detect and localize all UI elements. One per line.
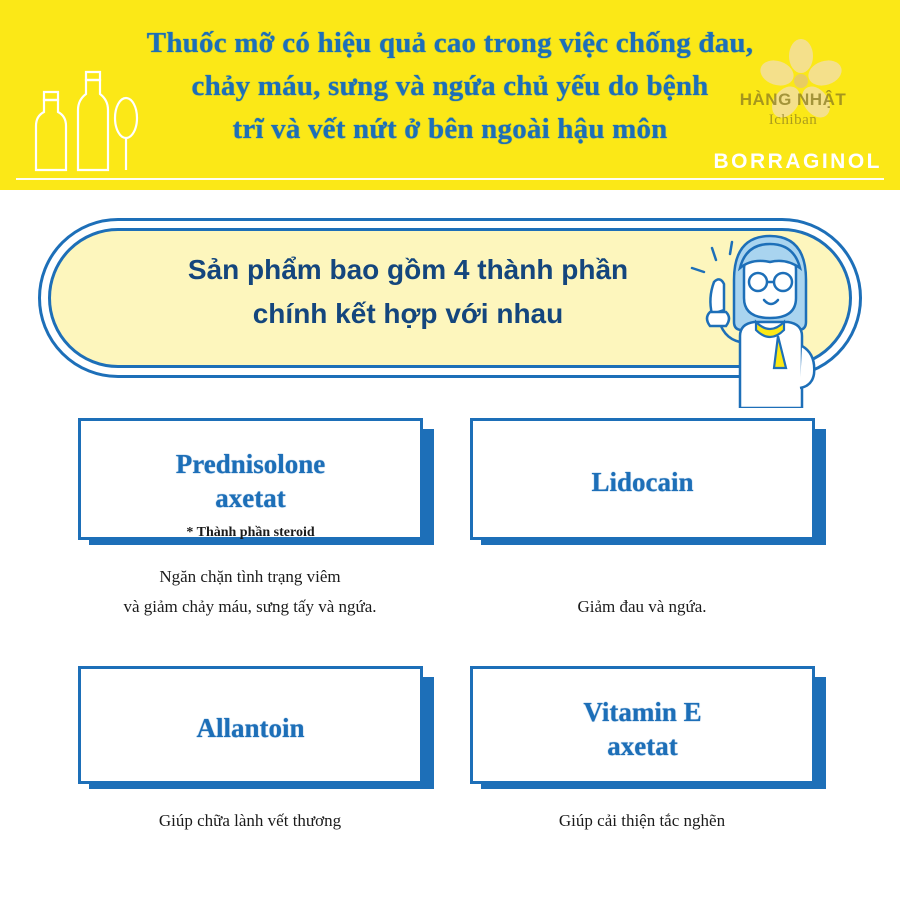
card-caption-1 [70,562,430,622]
card-caption-3 [70,806,430,836]
card-caption-4-line-1: Giúp cải thiện tắc nghẽn [558,811,726,830]
card-caption-3-line-1: Giúp chữa lành vết thương [158,811,342,830]
badge-main-label: HÀNG NHẬT [739,90,847,109]
card-caption-4 [462,806,822,836]
ingredient-card-2 [470,418,822,622]
card-title-2-line-1: Lidocain [591,467,694,497]
banner-headline-line-1: Thuốc mỡ có hiệu quả cao trong việc chống đau, [146,27,754,59]
japan-origin-badge [708,42,878,138]
card-caption-2-line-1: Giảm đau và ngứa. [577,597,707,616]
ingredient-card-4 [470,666,822,836]
card-box-1 [78,418,423,540]
card-caption-2 [462,592,822,622]
top-banner [0,0,900,190]
card-title-4 [485,695,800,763]
card-title-4-line-2: axetat [607,731,678,761]
card-caption-1-line-2: và giảm chảy máu, sưng tấy và ngứa. [123,597,377,616]
card-caption-1-line-1: Ngăn chặn tình trạng viêm [159,567,341,586]
card-title-4-line-1: Vitamin E [583,697,702,727]
brand-wordmark: BORRAGINOL [713,150,882,173]
ingredient-cards [0,408,900,878]
card-title-2 [485,465,800,499]
card-box-4 [470,666,815,784]
card-title-1 [93,447,408,515]
capsule-text-line-1: Sản phẩm bao gồm 4 thành phần [187,254,629,285]
ingredient-card-3 [78,666,430,836]
capsule-text [78,248,738,336]
pointing-woman-character-icon [682,218,832,398]
card-note-1: * Thành phần steroid [186,525,315,540]
card-box-3 [78,666,423,784]
card-title-3 [93,711,408,745]
capsule-headline [38,218,862,378]
banner-headline-line-3: trĩ và vết nứt ở bên ngoài hậu môn [232,113,668,145]
card-box-2 [470,418,815,540]
badge-sub-label: Ichiban [768,112,818,128]
banner-headline-line-2: chảy máu, sưng và ngứa chủ yếu do bệnh [191,70,709,102]
ingredient-card-1 [78,418,430,622]
card-title-1-line-1: Prednisolone [175,449,326,479]
capsule-text-line-2: chính kết hợp với nhau [252,298,564,329]
card-title-1-line-2: axetat [215,483,286,513]
card-title-3-line-1: Allantoin [196,713,305,743]
banner-divider [16,178,884,180]
